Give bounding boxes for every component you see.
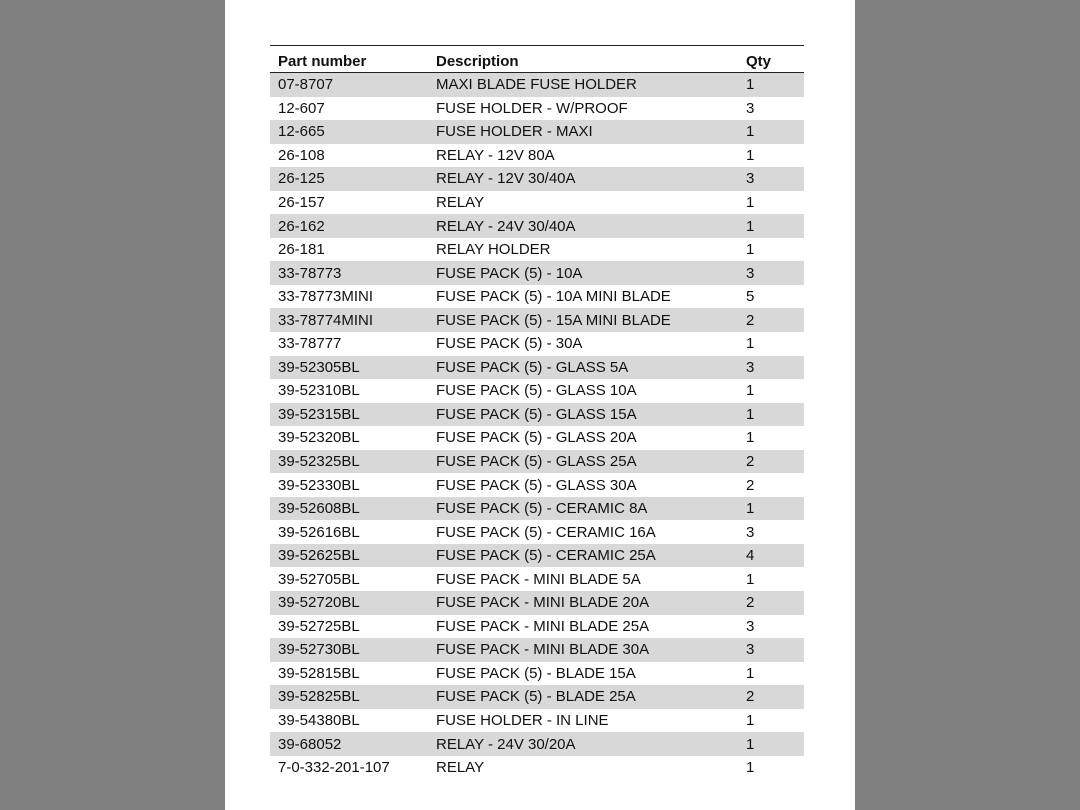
part-number-cell: 39-52310BL <box>270 379 436 403</box>
table-row <box>270 379 804 403</box>
description-cell: RELAY <box>436 191 746 215</box>
table-row <box>270 97 804 121</box>
table-body <box>270 73 804 780</box>
part-number-cell: 39-52608BL <box>270 497 436 521</box>
table-row <box>270 567 804 591</box>
description-cell: FUSE PACK (5) - 30A <box>436 332 746 356</box>
table-row <box>270 332 804 356</box>
part-number-cell: 39-52315BL <box>270 403 436 427</box>
qty-cell: 3 <box>746 615 804 639</box>
part-number-cell: 39-52730BL <box>270 638 436 662</box>
qty-cell: 1 <box>746 238 804 262</box>
part-number-cell: 39-52725BL <box>270 615 436 639</box>
table-row <box>270 191 804 215</box>
qty-cell: 1 <box>746 497 804 521</box>
qty-cell: 1 <box>746 144 804 168</box>
part-number-cell: 33-78777 <box>270 332 436 356</box>
table-header <box>270 46 804 73</box>
qty-cell: 3 <box>746 167 804 191</box>
description-cell: FUSE PACK - MINI BLADE 25A <box>436 615 746 639</box>
table-row <box>270 167 804 191</box>
table-row <box>270 144 804 168</box>
description-cell: FUSE HOLDER - W/PROOF <box>436 97 746 121</box>
description-cell: FUSE PACK - MINI BLADE 30A <box>436 638 746 662</box>
description-cell: FUSE PACK - MINI BLADE 5A <box>436 567 746 591</box>
part-number-cell: 39-52320BL <box>270 426 436 450</box>
description-cell: FUSE HOLDER - MAXI <box>436 120 746 144</box>
description-cell: FUSE HOLDER - IN LINE <box>436 709 746 733</box>
table-row <box>270 308 804 332</box>
qty-cell: 1 <box>746 732 804 756</box>
table-row <box>270 544 804 568</box>
description-cell: FUSE PACK (5) - 10A MINI BLADE <box>436 285 746 309</box>
qty-cell: 1 <box>746 426 804 450</box>
table-row <box>270 497 804 521</box>
description-cell: FUSE PACK (5) - GLASS 20A <box>436 426 746 450</box>
qty-cell: 3 <box>746 356 804 380</box>
description-cell: FUSE PACK (5) - GLASS 25A <box>436 450 746 474</box>
header-description: Description <box>436 46 746 73</box>
document-page <box>225 0 855 810</box>
description-cell: FUSE PACK (5) - GLASS 5A <box>436 356 746 380</box>
part-number-cell: 33-78773MINI <box>270 285 436 309</box>
part-number-cell: 7-0-332-201-107 <box>270 756 436 780</box>
part-number-cell: 39-52705BL <box>270 567 436 591</box>
table-row <box>270 214 804 238</box>
part-number-cell: 12-665 <box>270 120 436 144</box>
part-number-cell: 39-52825BL <box>270 685 436 709</box>
table-row <box>270 591 804 615</box>
description-cell: FUSE PACK (5) - 15A MINI BLADE <box>436 308 746 332</box>
parts-table <box>270 45 804 779</box>
table-row <box>270 426 804 450</box>
table-row <box>270 520 804 544</box>
qty-cell: 1 <box>746 379 804 403</box>
qty-cell: 1 <box>746 214 804 238</box>
qty-cell: 1 <box>746 73 804 97</box>
qty-cell: 2 <box>746 685 804 709</box>
description-cell: RELAY - 12V 80A <box>436 144 746 168</box>
description-cell: RELAY HOLDER <box>436 238 746 262</box>
part-number-cell: 26-125 <box>270 167 436 191</box>
qty-cell: 3 <box>746 97 804 121</box>
header-qty: Qty <box>746 46 804 73</box>
part-number-cell: 39-52330BL <box>270 473 436 497</box>
description-cell: FUSE PACK - MINI BLADE 20A <box>436 591 746 615</box>
part-number-cell: 39-52616BL <box>270 520 436 544</box>
description-cell: RELAY - 24V 30/40A <box>436 214 746 238</box>
description-cell: RELAY - 24V 30/20A <box>436 732 746 756</box>
table-row <box>270 685 804 709</box>
part-number-cell: 39-68052 <box>270 732 436 756</box>
description-cell: FUSE PACK (5) - CERAMIC 8A <box>436 497 746 521</box>
qty-cell: 1 <box>746 709 804 733</box>
description-cell: FUSE PACK (5) - BLADE 25A <box>436 685 746 709</box>
description-cell: FUSE PACK (5) - BLADE 15A <box>436 662 746 686</box>
part-number-cell: 12-607 <box>270 97 436 121</box>
table-row <box>270 285 804 309</box>
qty-cell: 1 <box>746 332 804 356</box>
qty-cell: 1 <box>746 567 804 591</box>
part-number-cell: 33-78773 <box>270 261 436 285</box>
description-cell: FUSE PACK (5) - CERAMIC 16A <box>436 520 746 544</box>
part-number-cell: 07-8707 <box>270 73 436 97</box>
qty-cell: 5 <box>746 285 804 309</box>
table-row <box>270 450 804 474</box>
table-row <box>270 732 804 756</box>
table-row <box>270 73 804 97</box>
table-row <box>270 756 804 780</box>
part-number-cell: 39-52305BL <box>270 356 436 380</box>
description-cell: RELAY <box>436 756 746 780</box>
part-number-cell: 39-52625BL <box>270 544 436 568</box>
qty-cell: 4 <box>746 544 804 568</box>
qty-cell: 2 <box>746 473 804 497</box>
qty-cell: 1 <box>746 120 804 144</box>
part-number-cell: 39-54380BL <box>270 709 436 733</box>
description-cell: FUSE PACK (5) - GLASS 10A <box>436 379 746 403</box>
description-cell: FUSE PACK (5) - CERAMIC 25A <box>436 544 746 568</box>
part-number-cell: 26-181 <box>270 238 436 262</box>
qty-cell: 2 <box>746 450 804 474</box>
qty-cell: 3 <box>746 638 804 662</box>
part-number-cell: 39-52815BL <box>270 662 436 686</box>
qty-cell: 2 <box>746 308 804 332</box>
description-cell: FUSE PACK (5) - GLASS 15A <box>436 403 746 427</box>
description-cell: FUSE PACK (5) - GLASS 30A <box>436 473 746 497</box>
description-cell: FUSE PACK (5) - 10A <box>436 261 746 285</box>
qty-cell: 1 <box>746 403 804 427</box>
table-row <box>270 356 804 380</box>
table-row <box>270 662 804 686</box>
table-row <box>270 261 804 285</box>
table-row <box>270 709 804 733</box>
description-cell: MAXI BLADE FUSE HOLDER <box>436 73 746 97</box>
table-row <box>270 238 804 262</box>
table-row <box>270 638 804 662</box>
table-row <box>270 403 804 427</box>
qty-cell: 1 <box>746 756 804 780</box>
part-number-cell: 33-78774MINI <box>270 308 436 332</box>
qty-cell: 3 <box>746 261 804 285</box>
qty-cell: 3 <box>746 520 804 544</box>
header-part-number: Part number <box>270 46 436 73</box>
qty-cell: 1 <box>746 662 804 686</box>
table-row <box>270 120 804 144</box>
part-number-cell: 26-157 <box>270 191 436 215</box>
part-number-cell: 39-52325BL <box>270 450 436 474</box>
table-row <box>270 473 804 497</box>
header-row <box>270 46 804 73</box>
qty-cell: 1 <box>746 191 804 215</box>
part-number-cell: 26-108 <box>270 144 436 168</box>
qty-cell: 2 <box>746 591 804 615</box>
part-number-cell: 26-162 <box>270 214 436 238</box>
description-cell: RELAY - 12V 30/40A <box>436 167 746 191</box>
table-row <box>270 615 804 639</box>
part-number-cell: 39-52720BL <box>270 591 436 615</box>
